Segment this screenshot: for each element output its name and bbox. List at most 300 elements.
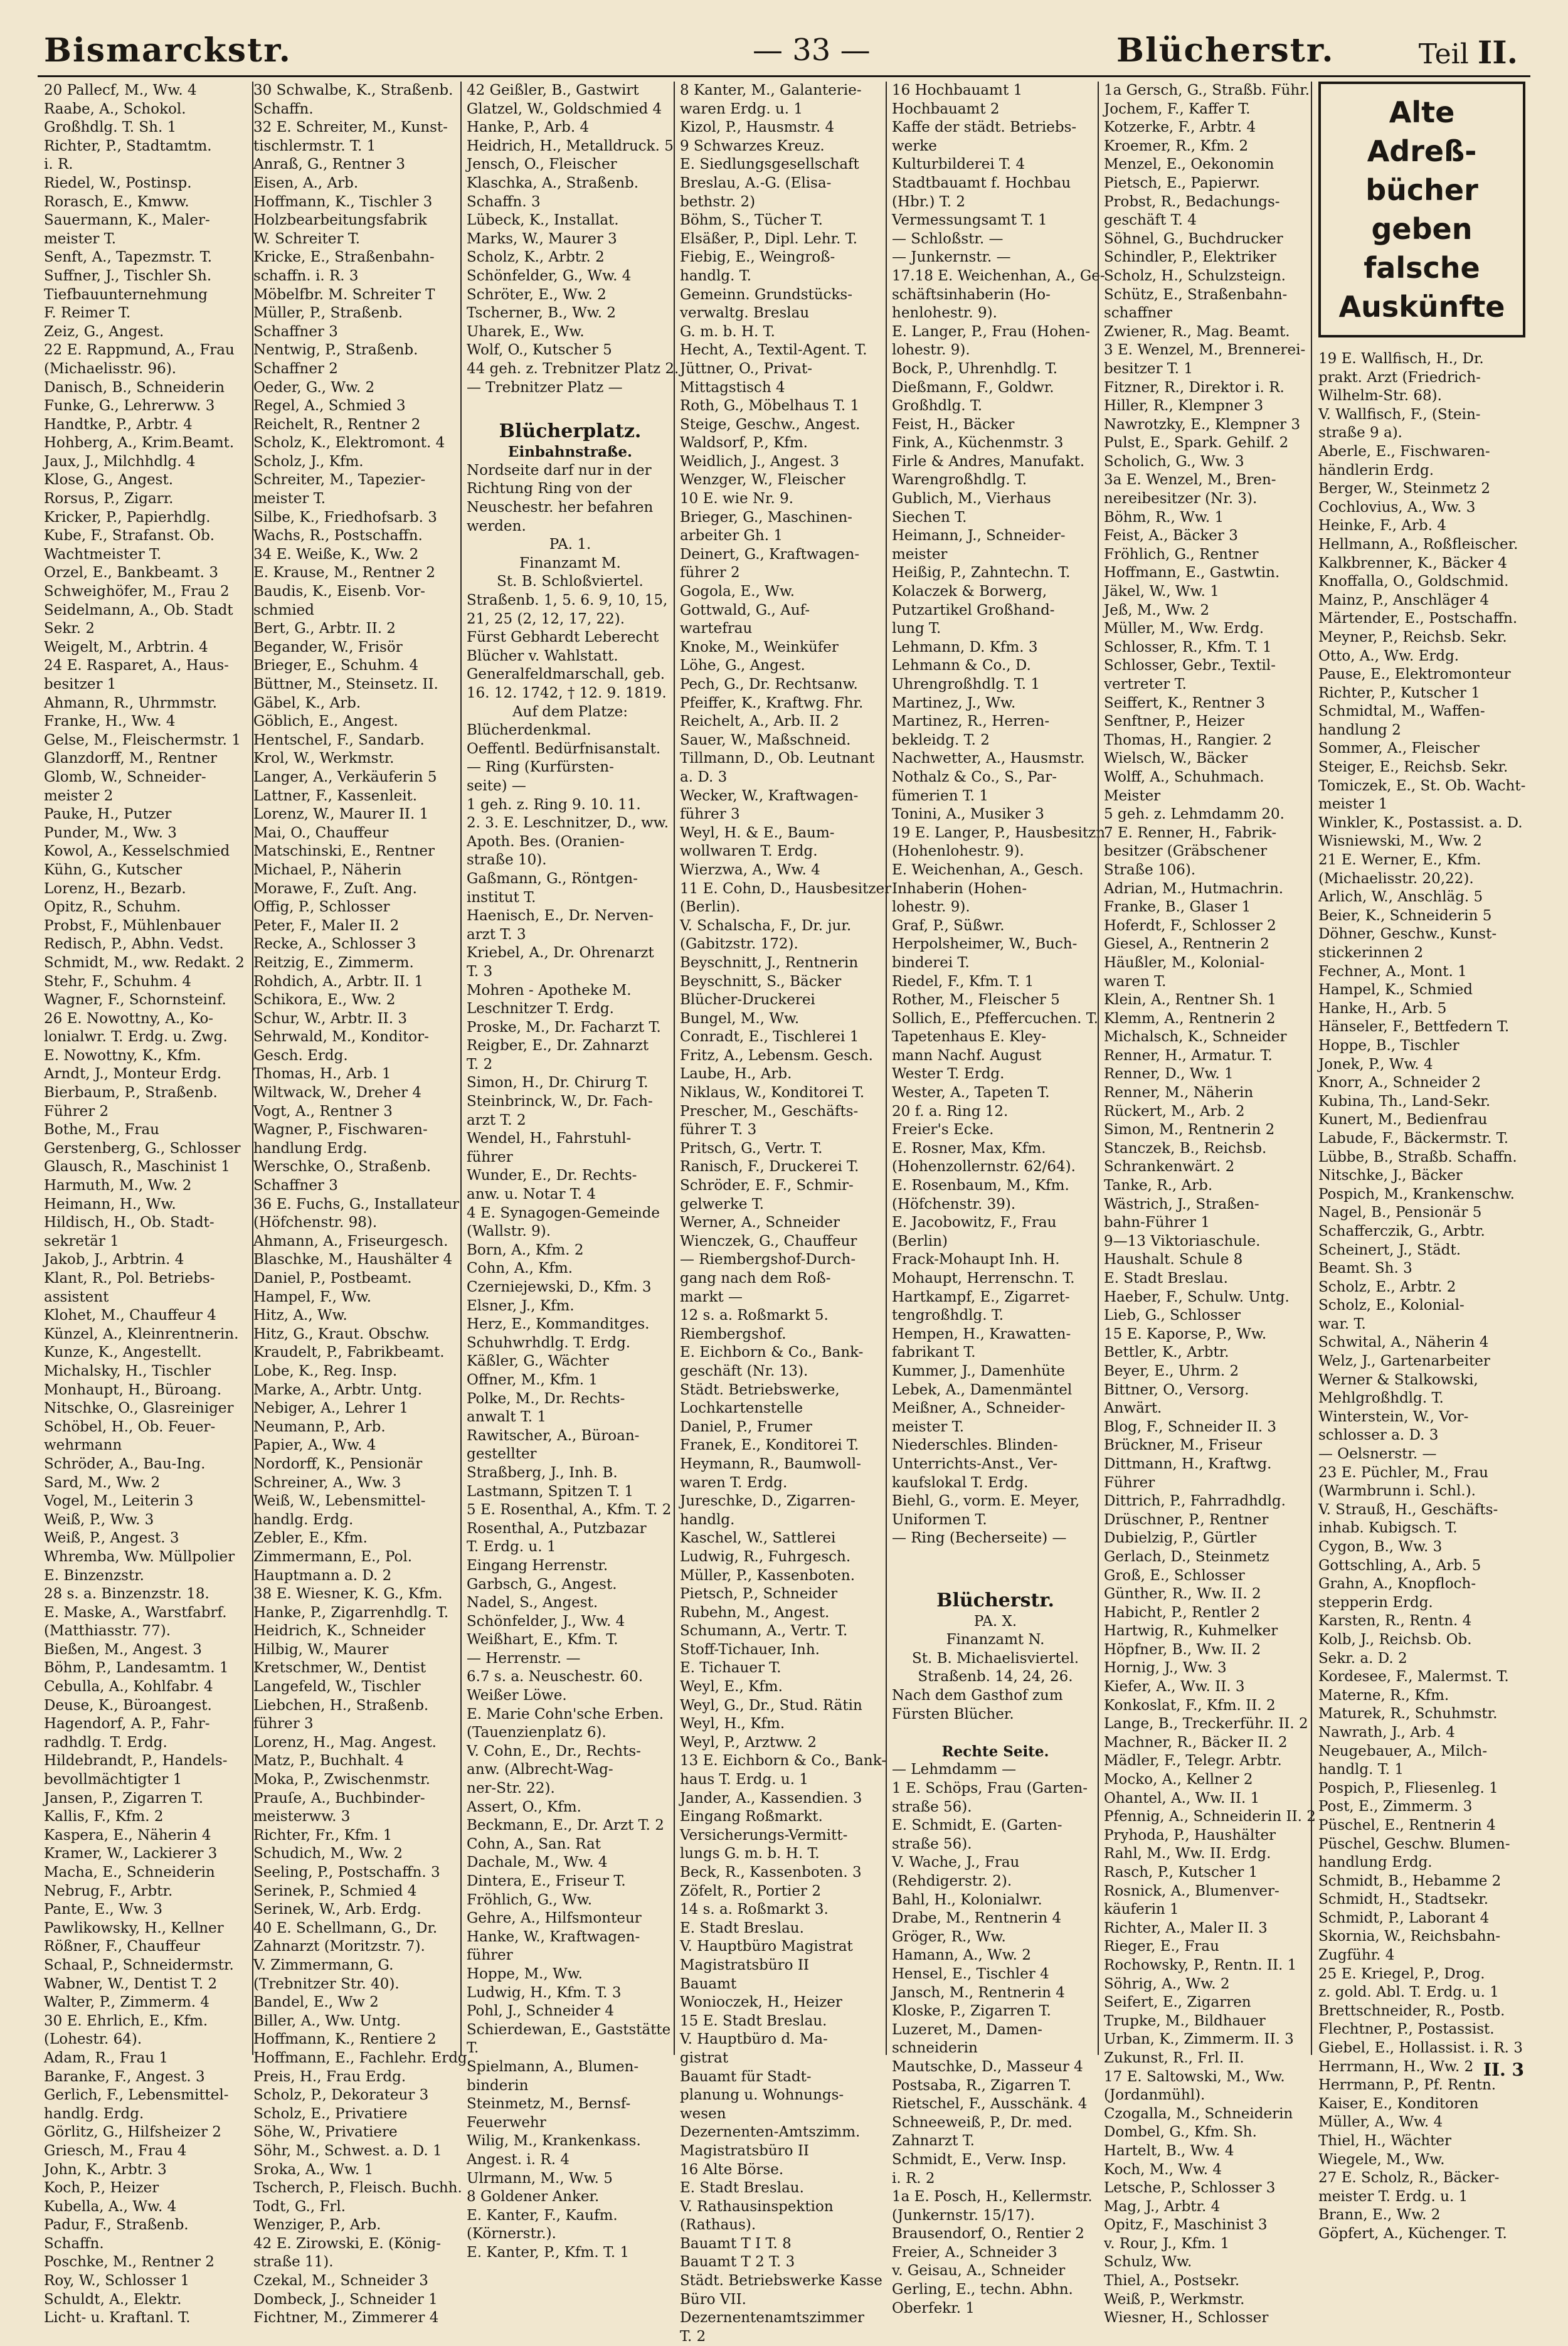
entry-line: Schuldt, A., Elektr. [44,2291,182,2308]
entry-line: Kolaczek & Borwerg, [892,583,1047,600]
entry-line: Göpfert, A., Küchenger. T. [1318,2225,1507,2242]
entry-line: Straßenb. 14, 24, 26. [918,1669,1073,1685]
entry-line: Städt. Betriebswerke Kasse [680,2273,882,2290]
entry-line: Vogt, A., Rentner 3 [253,1103,393,1120]
entry-line: Senft, A., Tapezmstr. T. [44,249,213,266]
entry-line: 17.18 E. Weichenhan, A., Ge- [892,267,1105,284]
page-number: — 33 — [753,33,871,68]
entry-line: Knoke, M., Weinküfer [680,639,839,656]
entry-line: Müller, P., Straßenb. [253,305,403,322]
entry-line: Hoferdt, F., Schlosser 2 [1104,917,1276,934]
entry-line: Padur, F., Straßenb. [44,2217,189,2234]
entry-line: Danisch, B., Schneiderin [44,379,225,396]
entry-line: Aberle, E., Fischwaren- [1318,443,1490,460]
entry-line: Angest. i. R. 4 [467,2151,569,2168]
entry-line: Dintera, E., Friseur T. [467,1873,626,1889]
entry-line: Beyschnitt, S., Bäcker [680,973,842,990]
entry-line: Dezernenten-Amtszimm. [680,2124,861,2141]
entry-line: Wagner, F., Schornsteinf. [44,992,226,1009]
part-label: Teil [1418,38,1469,70]
entry-line: Papier, A., Ww. 4 [253,1437,376,1454]
entry-line: Dubielzig, P., Gürtler [1104,1530,1257,1547]
entry-line: Holzbearbeitungsfabrik [253,212,427,229]
entry-line: Schmidt, H., Stadtsekr. [1318,1891,1489,1908]
entry-line: Schmidt, P., Laborant 4 [1318,1909,1490,1926]
advert-line: geben [1371,212,1473,246]
entry-line: meister 1 [1318,796,1388,813]
entry-line: Hanke, P., Zigarrenhdlg. T. [253,1604,449,1621]
entry-line: handlg. T. [680,267,752,284]
entry-line: meister T. Erdg. u. 1 [1318,2188,1468,2205]
entry-line: Straßberg, J., Inh. B. [467,1464,618,1481]
entry-line: Opitz, F., Maschinist 3 [1104,2217,1268,2234]
entry-line: Uharek, E., Ww. [467,323,585,340]
entry-line: 19 E. Wallfisch, H., Dr. [1318,351,1484,367]
entry-line: Sauermann, K., Maler- [44,212,210,229]
entry-line: Tapetenhaus E. Kley- [892,1029,1047,1046]
entry-line: Magistratsbüro II [680,1956,810,1973]
entry-line: Lehmann & Co., D. [892,657,1031,674]
entry-line: E. Nowottny, K., Kfm. [44,1047,201,1064]
entry-line [892,1724,1099,1743]
entry-line: Recke, A., Schlosser 3 [253,936,416,953]
entry-line: Beamt. Sh. 3 [1318,1260,1412,1277]
entry-line: 1a Gersch, G., Straßb. Führ. [1104,82,1310,98]
entry-line: Fröhlich, G., Rentner [1104,546,1259,563]
entry-line: Kaiser, E., Konditoren [1318,2095,1479,2112]
entry-line: Franke, B., Glaser 1 [1104,899,1251,916]
entry-line: Sroka, A., Ww. 1 [253,2161,374,2178]
entry-line: Generalfeldmarschall, geb. [467,666,665,683]
entry-line: Nitschke, J., Bäcker [1318,1167,1463,1184]
entry-line: war. T. [1318,1315,1366,1332]
entry-line: Hamann, A., Ww. 2 [892,1947,1031,1964]
entry-line [892,1548,1099,1567]
entry-line: Wolff, A., Schuhmach. [1104,768,1264,785]
entry-line: 20 f. a. Ring 12. [892,1103,1009,1120]
entry-line: Scholz, J., Kfm. [253,453,364,470]
entry-line: E. Stadt Breslau. [680,2180,804,2197]
entry-line: Klose, G., Angest. [44,472,174,489]
entry-line: Nordseite darf nur in der [467,462,652,479]
entry-line: 16. 12. 1742, † 12. 9. 1819. [467,685,667,701]
entry-line: meister [892,546,948,563]
entry-line: Thiel, A., Postsekr. [1104,2273,1240,2290]
entry-line: Hornig, J., Ww. 3 [1104,1660,1227,1677]
entry-line: Dießmann, F., Goldwr. [892,379,1054,396]
entry-line: Richtung Ring von der [467,480,632,497]
entry-line: Hauptmann a. D. 2 [253,1567,392,1584]
entry-line: Franke, H., Ww. 4 [44,713,176,730]
entry-line: Dittrich, P., Fahrradhdlg. [1104,1493,1286,1510]
entry-line: Probst, R., Bedachungs- [1104,193,1280,210]
entry-line: kaufslokal T. Erdg. [892,1474,1029,1491]
entry-line: Pryhoda, P., Haushälter [1104,1827,1276,1844]
entry-line: Knorr, A., Schneider 2 [1318,1075,1481,1091]
entry-line: Wachs, R., Postschaffn. [253,528,423,544]
entry-line: Serinek, P., Schmied 4 [253,1882,417,1899]
entry-line: Jakob, J., Arbtrin. 4 [44,1251,184,1268]
entry-line: Peter, F., Maler II. 2 [253,917,400,934]
entry-line: Wabner, W., Dentist T. 2 [44,1975,218,1992]
entry-line: Steinmetz, M., Bernsf- [467,2096,631,2113]
entry-line: Thiel, H., Wächter [1318,2133,1451,2149]
entry-line: Post, E., Zimmerm. 3 [1318,1798,1473,1815]
entry-line: V. Hauptbüro Magistrat [680,1938,853,1955]
entry-line: Nebrug, F., Arbtr. [44,1882,173,1899]
entry-line: Scholz, H., Schulzsteign. [1104,267,1286,284]
entry-line: Dombeck, J., Schneider 1 [253,2291,438,2308]
entry-line: Straßenb. 1, 5. 6. 9, 10, 15, [467,592,668,609]
entry-line: Mittagstisch 4 [680,379,785,396]
entry-line: Glatzel, W., Goldschmied 4 [467,100,662,117]
entry-line: 11 E. Cohn, D., Hausbesitzer [680,880,892,897]
entry-line: Gottschling, A., Arb. 5 [1318,1557,1481,1574]
entry-line: Schafferczik, G., Arbtr. [1318,1223,1485,1239]
entry-line: tischlermstr. T. 1 [253,137,376,154]
entry-line: 27 E. Scholz, R., Bäcker- [1318,2170,1500,2187]
entry-line: Finanzamt M. [519,555,621,571]
entry-line: Scholz, K., Elektromont. 4 [253,435,445,452]
entry-line: Gesch. Erdg. [253,1047,348,1064]
entry-line: Löhe, G., Angest. [680,657,805,674]
entry-line: Offig, P., Schlosser [253,899,390,916]
entry-line: Versicherungs-Vermitt- [680,1827,848,1844]
entry-line: Waldsorf, P., Kfm. [680,435,808,452]
entry-line: Simon, H., Dr. Chirurg T. [467,1075,649,1091]
entry-line: Jochem, F., Kaffer T. [1104,100,1251,117]
entry-line: Büro VII. [680,2291,746,2308]
entry-line: Kalkbrenner, K., Bäcker 4 [1318,555,1507,571]
entry-line: Dittmann, H., Kraftwg. [1104,1455,1272,1472]
entry-line: Böhm, P., Landesamtm. 1 [44,1660,229,1677]
entry-line: nereibesitzer (Nr. 3). [1104,491,1258,507]
entry-line: Herrmann, P., Pf. Rentn. [1318,2077,1496,2094]
entry-line: Trupke, M., Bildhauer [1104,2012,1266,2029]
entry-line: handlung Erdg. [1318,1854,1433,1871]
entry-line: Postsaba, R., Zigarren T. [892,2077,1072,2094]
entry-line: Hartkampf, E., Zigarret- [892,1288,1070,1305]
entry-line: führer 3 [680,806,740,823]
entry-line: straße 10). [467,852,547,869]
entry-line: 13 E. Eichborn & Co., Bank- [680,1753,887,1770]
entry-line: 30 Schwalbe, K., Straßenb. [253,82,453,98]
entry-line: Weiß, P., Ww. 3 [44,1511,154,1528]
entry-line: Czerniejewski, D., Kfm. 3 [467,1279,652,1295]
entry-line: Meister [1104,787,1161,804]
entry-line: Kulturbilderei T. 4 [892,156,1025,173]
entry-line: Schaffner 3 [253,1177,338,1194]
entry-line: Wunder, E., Dr. Rechts- [467,1167,637,1184]
entry-line: Jonek, P., Ww. 4 [1318,1056,1433,1073]
entry-line: Müller, P., Kassenboten. [680,1567,855,1584]
entry-line: Wester T. Erdg. [892,1066,1005,1083]
entry-line: Nadel, S., Angest. [467,1595,598,1611]
entry-line: Deinert, G., Kraftwagen- [680,546,860,563]
entry-line: Jureschke, D., Zigarren- [680,1493,856,1510]
entry-line: Garbsch, G., Angest. [467,1576,617,1593]
entry-line: Hoffmann, E., Fachlehr. Erdg. [253,2049,472,2066]
entry-line: Zahnarzt T. [892,2133,975,2150]
entry-line: Püschel, E., Rentnerin 4 [1318,1817,1496,1834]
entry-line: Schuhwrhdlg. T. Erdg. [467,1334,631,1351]
entry-line: Elsner, J., Kfm. [467,1297,575,1314]
entry-line: Fritz, A., Lebensm. Gesch. [680,1047,873,1064]
entry-line: Richter, Fr., Kfm. 1 [253,1827,393,1844]
entry-line: Richter, P., Kutscher 1 [1318,684,1480,701]
entry-line: Dombel, G., Kfm. Sh. [1104,2124,1257,2141]
entry-line: Preis, H., Frau Erdg. [253,2068,406,2085]
entry-line: Knoffalla, O., Goldschmid. [1318,573,1509,590]
entry-line: Lastmann, Spitzen T. 1 [467,1483,633,1500]
entry-line: 26 E. Nowottny, A., Ko- [44,1010,214,1027]
entry-line: Mainz, P., Anschläger 4 [1318,592,1490,608]
entry-line: Fiebig, E., Weingroß- [680,249,835,266]
entry-line: Hecht, A., Textil-Agent. T. [680,342,867,359]
entry-line: Urban, K., Zimmerm. II. 3 [1104,2031,1294,2048]
entry-line: V. Rathausinspektion [680,2198,834,2215]
entry-line: Ohantel, A., Ww. II. 1 [1104,1790,1260,1807]
entry-line: lungs G. m. b. H. T. [680,1845,820,1862]
entry-line: Maturek, R., Schuhmstr. [1318,1706,1498,1722]
entry-line: z. gold. Abl. T. Erdg. u. 1 [1318,1984,1499,2001]
entry-line: Schaffner 3 [253,323,338,340]
entry-line: (Hohenlohestr. 9). [892,843,1024,860]
entry-line: Bauamt [680,1975,737,1992]
entry-line: T. 2 [467,1056,493,1073]
entry-line: käuferin 1 [1104,1901,1179,1918]
entry-line: Senftner, P., Heizer [1104,713,1244,730]
entry-line: Walter, P., Zimmerm. 4 [44,1994,210,2011]
entry-line: Nordorff, K., Pensionär [253,1455,423,1472]
entry-line: 5 E. Rosenthal, A., Kfm. T. 2 [467,1502,672,1519]
entry-line: Kotzerke, F., Arbtr. 4 [1104,119,1256,136]
entry-line: Nagel, B., Pensionär 5 [1318,1204,1482,1221]
entry-line: Böhm, S., Tücher T. [680,212,823,229]
entry-line: Niklaus, W., Konditorei T. [680,1085,865,1101]
entry-line: verwaltg. Breslau [680,305,810,322]
entry-line: seite) — [467,777,526,794]
entry-line: Seiffert, K., Rentner 3 [1104,694,1265,711]
entry-line: Prauſe, A., Buchbinder- [253,1790,425,1807]
entry-line: institut T. [467,889,536,906]
entry-line: stepperin Erdg. [1318,1594,1433,1611]
entry-line: Pulst, E., Spark. Gehilf. 2 [1104,435,1289,452]
entry-line: Funke, G., Lehrerww. 3 [44,398,215,415]
entry-line: (Rehdigerstr. 2). [892,1873,1012,1889]
entry-line: Hoppe, B., Tischler [1318,1037,1459,1054]
entry-line: Uniformen T. [892,1511,987,1528]
entry-line: Matschinski, E., Rentner [253,843,435,860]
entry-line: Weidlich, J., Angest. 3 [680,453,839,470]
entry-line: Konkoslat, F., Kfm. II. 2 [1104,1697,1276,1714]
entry-line: Langefeld, W., Tischler [253,1679,421,1696]
entry-line: Rosenthal, A., Putzbazar [467,1520,647,1537]
entry-line: Ahmann, R., Uhrmmstr. [44,694,218,711]
entry-line: Böhm, R., Ww. 1 [1104,509,1224,526]
entry-line: 40 E. Schellmann, G., Dr. [253,1919,438,1936]
entry-line: Koch, P., Heizer [44,2180,159,2197]
entry-line: Giesel, A., Rentnerin 2 [1104,936,1269,953]
entry-line: Wachtmeister T. [44,546,162,563]
entry-line: arbeiter Gh. 1 [680,528,783,544]
entry-line: werden. [467,518,526,534]
entry-line: bevollmächtigter 1 [44,1771,183,1788]
entry-line: Letsche, P., Schlosser 3 [1104,2180,1276,2197]
entry-line: Czekal, M., Schneider 3 [253,2273,428,2290]
entry-line: Kretschmer, W., Dentist [253,1660,426,1677]
entry-line: Heidrich, K., Schneider [253,1623,426,1640]
entry-line: führer 2 [680,565,740,581]
advert-line: bücher [1365,173,1478,207]
entry-line: Roy, W., Schlosser 1 [44,2273,190,2290]
entry-line: straße 9 a). [1318,425,1402,442]
entry-line: 23 E. Püchler, M., Frau [1318,1464,1488,1481]
entry-line: Pospich, P., Fliesenleg. 1 [1318,1780,1498,1797]
entry-line: Moka, P., Zwischenmstr. [253,1771,430,1788]
entry-line: Kordesee, F., Malermst. T. [1318,1669,1509,1685]
entry-line: Nentwig, P., Straßenb. [253,342,418,359]
entry-line: Rorsus, P., Zigarr. [44,491,174,507]
entry-line: meisterww. 3 [253,1808,351,1825]
entry-line: Reichelt, R., Rentner 2 [253,416,421,433]
entry-line: Stoff-Tichauer, Inh. [680,1641,820,1658]
advert-line: Adreß- [1367,134,1477,168]
entry-line: Macha, E., Schneiderin [44,1864,215,1881]
entry-line: Nothalz & Co., S., Par- [892,768,1057,785]
entry-line: Inhaberin (Hohen- [892,880,1027,897]
entry-line: V. Wache, J., Frau [892,1854,1020,1871]
entry-line: Adam, R., Frau 1 [44,2049,169,2066]
entry-line: Döhner, Geschw., Kunst- [1318,926,1497,943]
entry-line: vertreter T. [1104,676,1187,693]
entry-line: a. D. 3 [680,768,728,785]
entry-line: Pfeiffer, K., Kraftwg. Fhr. [680,694,864,711]
entry-line: Heimann, J., Schneider- [892,528,1066,544]
entry-line: wollwaren T. Erdg. [680,843,818,860]
entry-line: Glausch, R., Maschinist 1 [44,1159,230,1176]
entry-line: Feist, H., Bäcker [892,416,1015,433]
entry-line: Schaal, P., Schneidermstr. [44,1956,234,1973]
entry-line: Nitschke, O., Glasreiniger [44,1400,234,1417]
entry-line: Rechte Seite. [941,1743,1049,1760]
entry-line: Zukunst, R., Frl. II. [1104,2049,1244,2066]
entry-line: lonialwr. T. Erdg. u. Zwg. [44,1029,228,1046]
entry-line: Fichtner, M., Zimmerer 4 [253,2310,439,2327]
entry-line: Steiger, E., Reichsb. Sekr. [1318,759,1508,776]
part-number: II. [1477,34,1518,71]
entry-line: 8 Kanter, M., Galanterie- [680,82,862,98]
entry-line: Schikora, E., Ww. 2 [253,992,396,1009]
column-1 [44,82,251,2327]
entry-line: (Wallstr. 9). [467,1223,551,1240]
entry-line: Gublich, M., Vierhaus [892,491,1051,507]
entry-line: Fürsten Blücher. [892,1706,1014,1722]
entry-line: Rasch, P., Kutscher 1 [1104,1864,1258,1881]
entry-line: Matz, P., Buchhalt. 4 [253,1753,404,1770]
entry-line: Renner, M., Näherin [1104,1085,1254,1101]
entry-line: besitzer (Gräbschener [1104,843,1268,860]
entry-line: Weyl, H., Kfm. [680,1716,785,1733]
entry-line: Hochbauamt 2 [892,100,1000,117]
entry-line: Ahmann, A., Friseurgesch. [253,1233,448,1250]
entry-line: Lange, B., Treckerführ. II. 2 [1104,1716,1308,1733]
entry-line: 5 geh. z. Lehmdamm 20. [1104,806,1285,823]
entry-line: V. Wallfisch, F., (Stein- [1318,406,1481,423]
entry-line: Bandel, E., Ww 2 [253,1994,379,2011]
entry-line: 38 E. Wiesner, K. G., Kfm. [253,1586,443,1603]
entry-line: Schröter, E., Ww. 2 [467,286,607,303]
entry-line: Spielmann, A., Blumen- [467,2058,639,2075]
entry-line: 24 E. Rasparet, A., Haus- [44,657,229,674]
entry-line: Sekr. a. D. 2 [1318,1650,1407,1667]
entry-line: Hanke, W., Kraftwagen- [467,1928,640,1945]
entry-line: geschäft T. 4 [1104,212,1197,229]
entry-line: — Ring (Kurfürsten- [467,759,614,776]
entry-line: Söhr, M., Schwest. a. D. 1 [253,2142,442,2159]
entry-line: Mädler, F., Telegr. Arbtr. [1104,1753,1282,1770]
entry-line: Orzel, E., Bankbeamt. 3 [44,565,218,581]
entry-line: Seeling, P., Postschaffn. 3 [253,1864,440,1881]
entry-line: Pawlikowsky, H., Kellner [44,1919,224,1936]
entry-line: Klemm, A., Rentnerin 2 [1104,1010,1276,1027]
entry-line: wesen [680,2105,726,2122]
entry-line: T. 3 [467,963,493,980]
entry-line: Kloske, P., Zigarren T. [892,2003,1051,2020]
entry-line: meister 2 [44,787,114,804]
entry-line: Marke, A., Arbtr. Untg. [253,1381,423,1398]
entry-line: Kühn, G., Kutscher [44,861,183,878]
entry-line: E. Stadt Breslau. [680,1919,804,1936]
entry-line: — Lehmdamm — [892,1761,1017,1778]
entry-line: bethstr. 2) [680,193,756,210]
entry-line: i. R. 2 [892,2170,935,2187]
entry-line: Suffner, J., Tischler Sh. [44,267,212,284]
entry-line: Wendel, H., Fahrstuhl- [467,1130,632,1147]
entry-line: Tscherch, P., Fleisch. Buchh. [253,2180,462,2197]
entry-line: Rietschel, F., Ausschänk. 4 [892,2096,1088,2113]
entry-line: 17 E. Saltowski, M., Ww. [1104,2068,1285,2085]
entry-line: Beier, K., Schneiderin 5 [1318,907,1492,924]
entry-line: mann Nachf. August [892,1047,1042,1064]
entry-line: anwalt T. 1 [467,1409,547,1426]
entry-line: Günther, R., Ww. II. 2 [1104,1586,1261,1603]
entry-line: haus T. Erdg. u. 1 [680,1771,808,1788]
entry-line: Raabe, A., Schokol. [44,100,186,117]
entry-line: Schmidtal, M., Waffen- [1318,703,1485,720]
entry-line: Elsäßer, P., Dipl. Lehr. T. [680,230,858,247]
entry-line: Hänseler, F., Bettfedern T. [1318,1019,1510,1036]
entry-line: Schudich, M., Ww. 2 [253,1845,403,1862]
entry-line: Pauke, H., Putzer [44,806,172,823]
entry-line: Whremba, Ww. Müllpolier [44,1548,235,1565]
entry-line: Reigber, E., Dr. Zahnarzt [467,1038,649,1054]
entry-line: Hanke, H., Arb. 5 [1318,1000,1447,1017]
entry-line: Arndt, J., Monteur Erdg. [44,1066,222,1083]
entry-line: Deuse, K., Büroangest. [44,1697,212,1714]
entry-line: Hellmann, A., Roßfleischer. [1318,536,1518,553]
entry-line: Beck, R., Kassenboten. 3 [680,1864,862,1881]
entry-line: Schaffn. 3 [467,193,541,210]
entry-line: Pritsch, G., Vertr. T. [680,1140,823,1157]
entry-line: Machner, R., Bäcker II. 2 [1104,1734,1288,1751]
entry-line: Wiltwack, W., Dreher 4 [253,1085,421,1101]
entry-line: Karsten, R., Rentn. 4 [1318,1613,1472,1630]
entry-line: Gelse, M., Fleischermstr. 1 [44,731,241,748]
entry-line: 1a E. Posch, H., Kellermstr. [892,2189,1093,2205]
entry-line: Nach dem Gasthof zum [892,1687,1063,1704]
entry-line: Neugebauer, A., Milch- [1318,1743,1488,1760]
